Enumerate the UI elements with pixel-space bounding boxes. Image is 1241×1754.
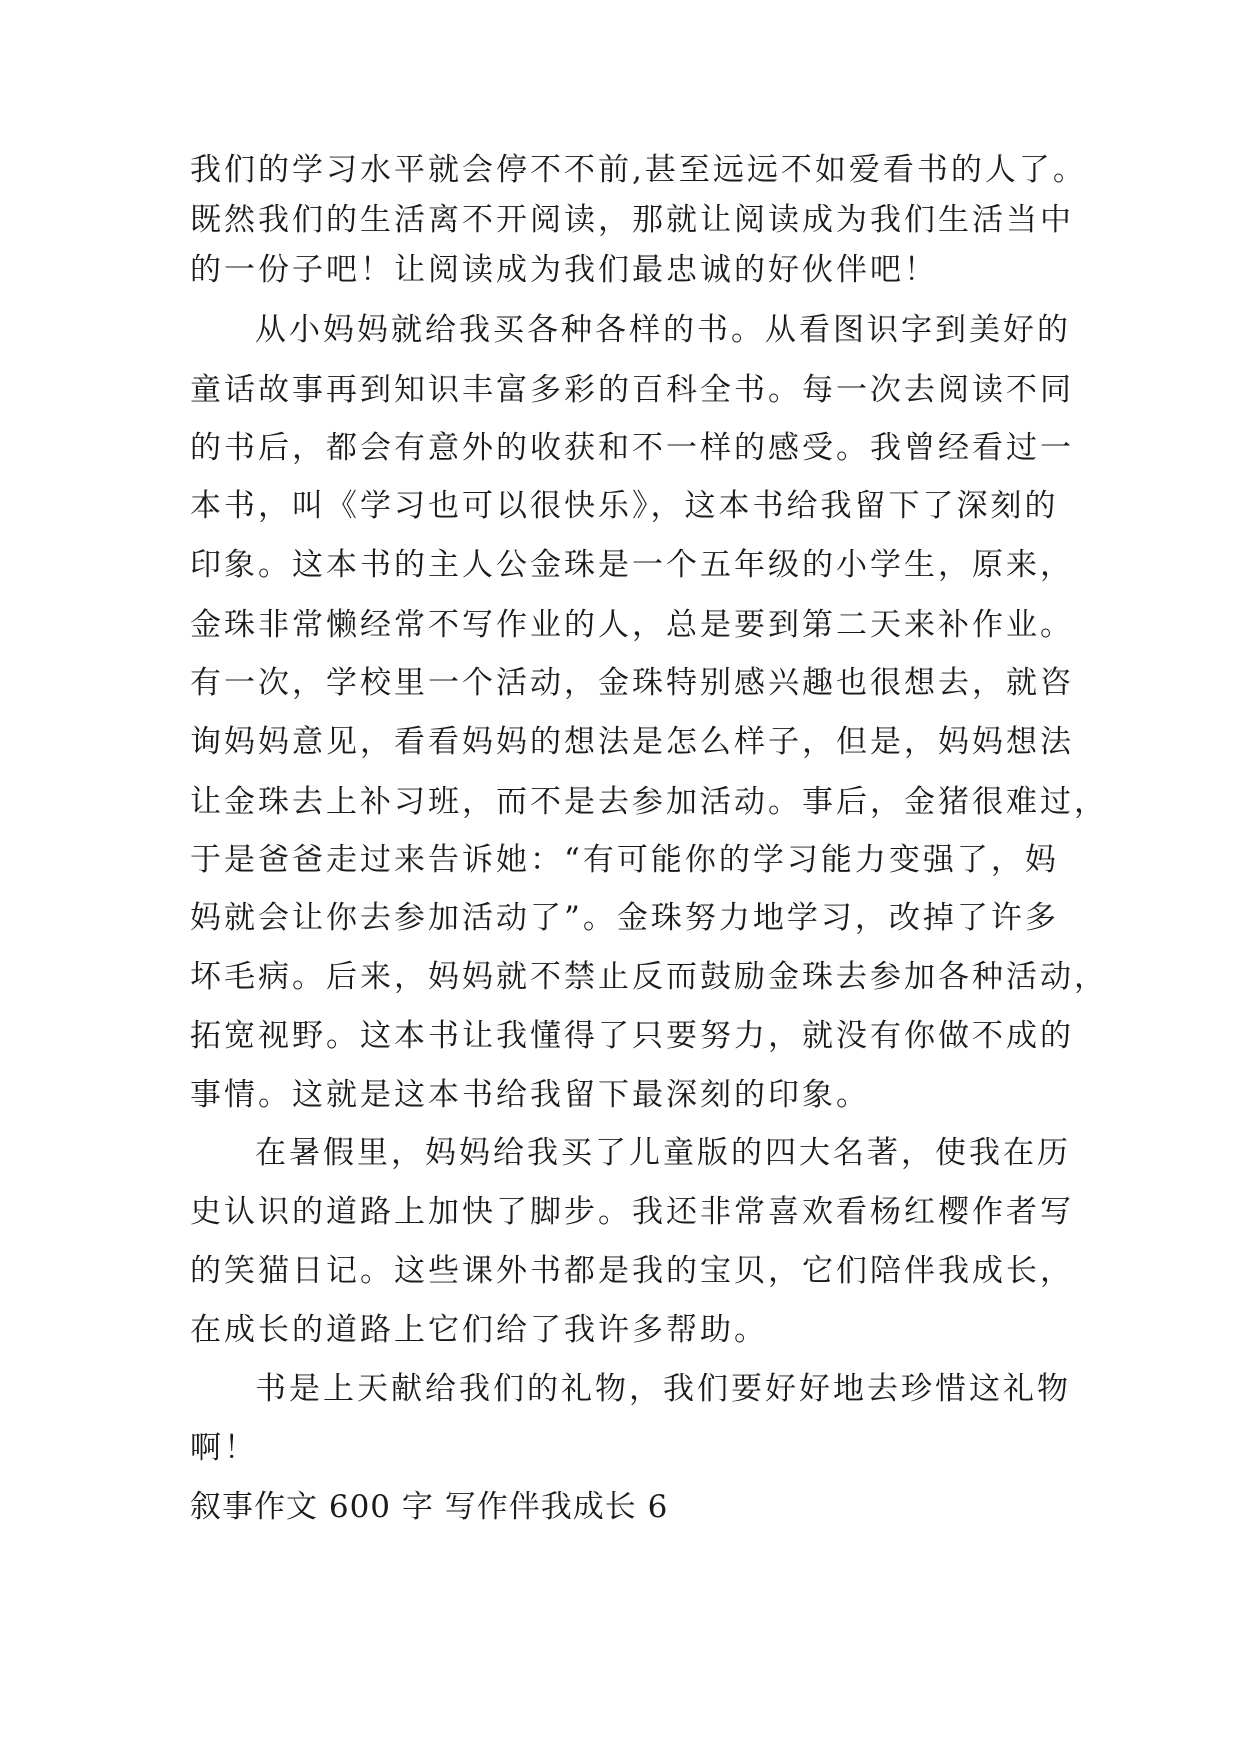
text-line: 的笑猫日记。这些课外书都是我的宝贝，它们陪伴我成长， [190, 1253, 1074, 1289]
text-line: 妈就会让你去参加活动了”。金珠努力地学习，改掉了许多 [190, 900, 1059, 936]
paragraph-first-line: 书是上天献给我们的礼物，我们要好好地去珍惜这礼物 [255, 1371, 1071, 1407]
text-line: 事情。这就是这本书给我留下最深刻的印象。 [190, 1077, 870, 1113]
text-line: 金珠非常懒经常不写作业的人，总是要到第二天来补作业。 [190, 607, 1074, 643]
text-line: 本书，叫《学习也可以很快乐》，这本书给我留下了深刻的 [190, 488, 1059, 524]
paragraph-first-line: 在暑假里，妈妈给我买了儿童版的四大名著，使我在历 [255, 1135, 1071, 1171]
paragraph-first-line: 从小妈妈就给我买各种各样的书。从看图识字到美好的 [255, 312, 1071, 348]
section-heading: 叙事作文 600 字 写作伴我成长 6 [190, 1489, 669, 1525]
text-line: 既然我们的生活离不开阅读，那就让阅读成为我们生活当中 [190, 202, 1074, 238]
text-line: 拓宽视野。这本书让我懂得了只要努力，就没有你做不成的 [190, 1018, 1074, 1054]
text-line: 于是爸爸走过来告诉她：“有可能你的学习能力变强了，妈 [190, 842, 1059, 878]
text-line: 的一份子吧！让阅读成为我们最忠诚的好伙伴吧！ [190, 252, 938, 288]
text-line: 的书后，都会有意外的收获和不一样的感受。我曾经看过一 [190, 430, 1074, 466]
text-line: 童话故事再到知识丰富多彩的百科全书。每一次去阅读不同 [190, 372, 1074, 408]
text-line: 在成长的道路上它们给了我许多帮助。 [190, 1312, 768, 1348]
text-line: 坏毛病。后来，妈妈就不禁止反而鼓励金珠去参加各种活动， [190, 959, 1108, 995]
text-line: 有一次，学校里一个活动，金珠特别感兴趣也很想去，就咨 [190, 665, 1074, 701]
text-line: 史认识的道路上加快了脚步。我还非常喜欢看杨红樱作者写 [190, 1194, 1074, 1230]
text-line: 啊！ [190, 1430, 258, 1466]
text-line: 我们的学习水平就会停不不前,甚至远远不如爱看书的人了。 [190, 152, 1087, 188]
text-line: 印象。这本书的主人公金珠是一个五年级的小学生，原来， [190, 547, 1074, 583]
text-line: 让金珠去上补习班，而不是去参加活动。事后，金猪很难过， [190, 784, 1108, 820]
text-line: 询妈妈意见，看看妈妈的想法是怎么样子，但是，妈妈想法 [190, 724, 1074, 760]
